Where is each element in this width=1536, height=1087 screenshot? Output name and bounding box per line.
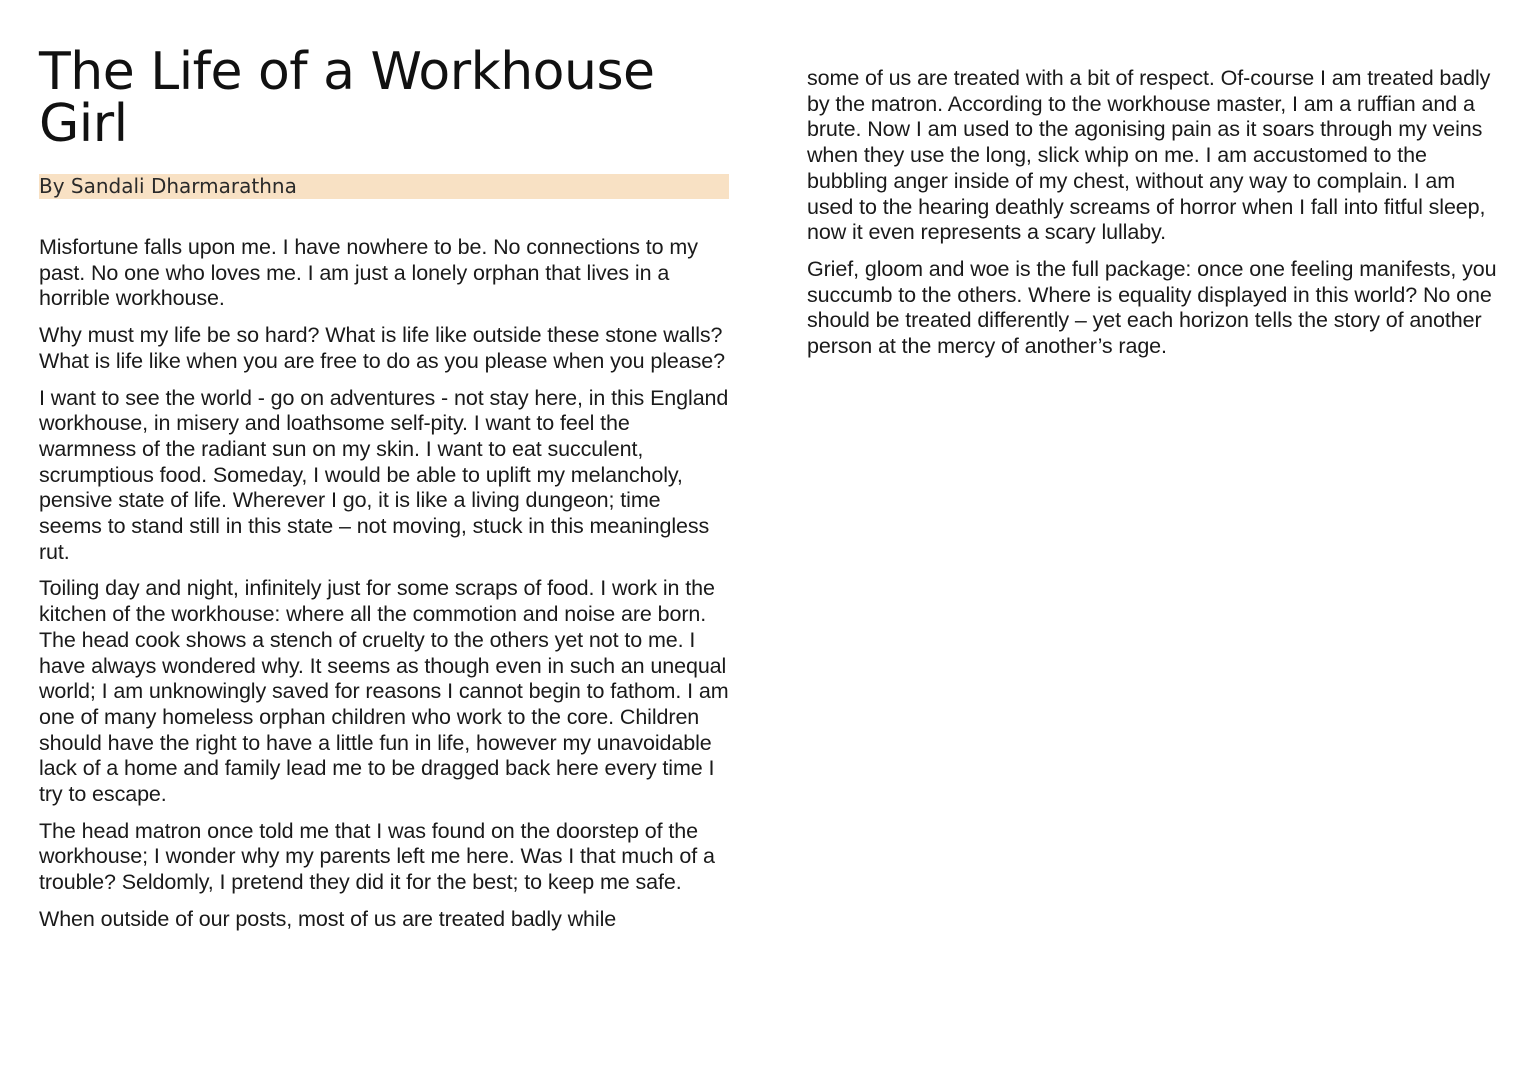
right-body-text	[807, 66, 1497, 360]
paragraph: some of us are treated with a bit of respect. Of-course I am treated badly by the matron. According to the workhouse master, I am a ruffian and a brute. Now I am used to the agonising pain as it soars through my veins when they use the long, slick whip on me. I am accustomed to the bubbling anger inside of my chest, without any way to complain. I am used to the hearing deathly screams of horror when I fall into fitful sleep, now it even represents a scary lullaby.	[807, 66, 1491, 245]
paragraph: The head matron once told me that I was found on the doorstep of the workhouse; I wonder why my parents left me here. Was I that much of a trouble? Seldomly, I pretend they did it for the best; to keep me safe.	[39, 818, 715, 895]
author-byline: By Sandali Dharmarathna	[39, 174, 729, 199]
paragraph: Misfortune falls upon me. I have nowhere to be. No connections to my past. No one who loves me. I am just a lonely orphan that lives in a horrible workhouse.	[39, 235, 698, 311]
paragraph: Toiling day and night, infinitely just for some scraps of food. I work in the kitchen of the workhouse: where all the commotion and noise are born. The head cook shows a stench of cruelty to the others yet not to me. I have always wondered why. It seems as though even in such an unequal world; I am unknowingly saved for reasons I cannot begin to fathom. I am one of many homeless orphan children who work to the core. Children should have the right to have a little fun in life, however my unavoidable lack of a home and family lead me to be dragged back here every time I try to escape.	[39, 576, 729, 807]
right-column	[807, 66, 1497, 371]
title-line-1: The Life of a Workhouse	[39, 42, 655, 102]
title-line-2: Girl	[39, 94, 128, 154]
paragraph: I want to see the world - go on adventures - not stay here, in this England workhouse, in misery and loathsome self-pity. I want to feel the warmness of the radiant sun on my skin. I want to eat succulent, scrumptious food. Someday, I would be able to uplift my melancholy, pensive state of life. Wherever I go, it is like a living dungeon; time seems to stand still in this state – not moving, stuck in this meaningless rut.	[39, 385, 729, 564]
left-body-text	[39, 235, 729, 933]
article-title	[39, 42, 729, 154]
paragraph: Grief, gloom and woe is the full package: once one feeling manifests, you succumb to the others. Where is equality displayed in this world? No one should be treated differently – yet each horizon tells the story of another person at the mercy of another’s rage.	[807, 256, 1497, 359]
paragraph: Why must my life be so hard? What is life like outside these stone walls? What is life like when you are free to do as you please when you please?	[39, 323, 725, 373]
left-column	[39, 0, 729, 944]
paragraph: When outside of our posts, most of us are treated badly while	[39, 906, 617, 931]
